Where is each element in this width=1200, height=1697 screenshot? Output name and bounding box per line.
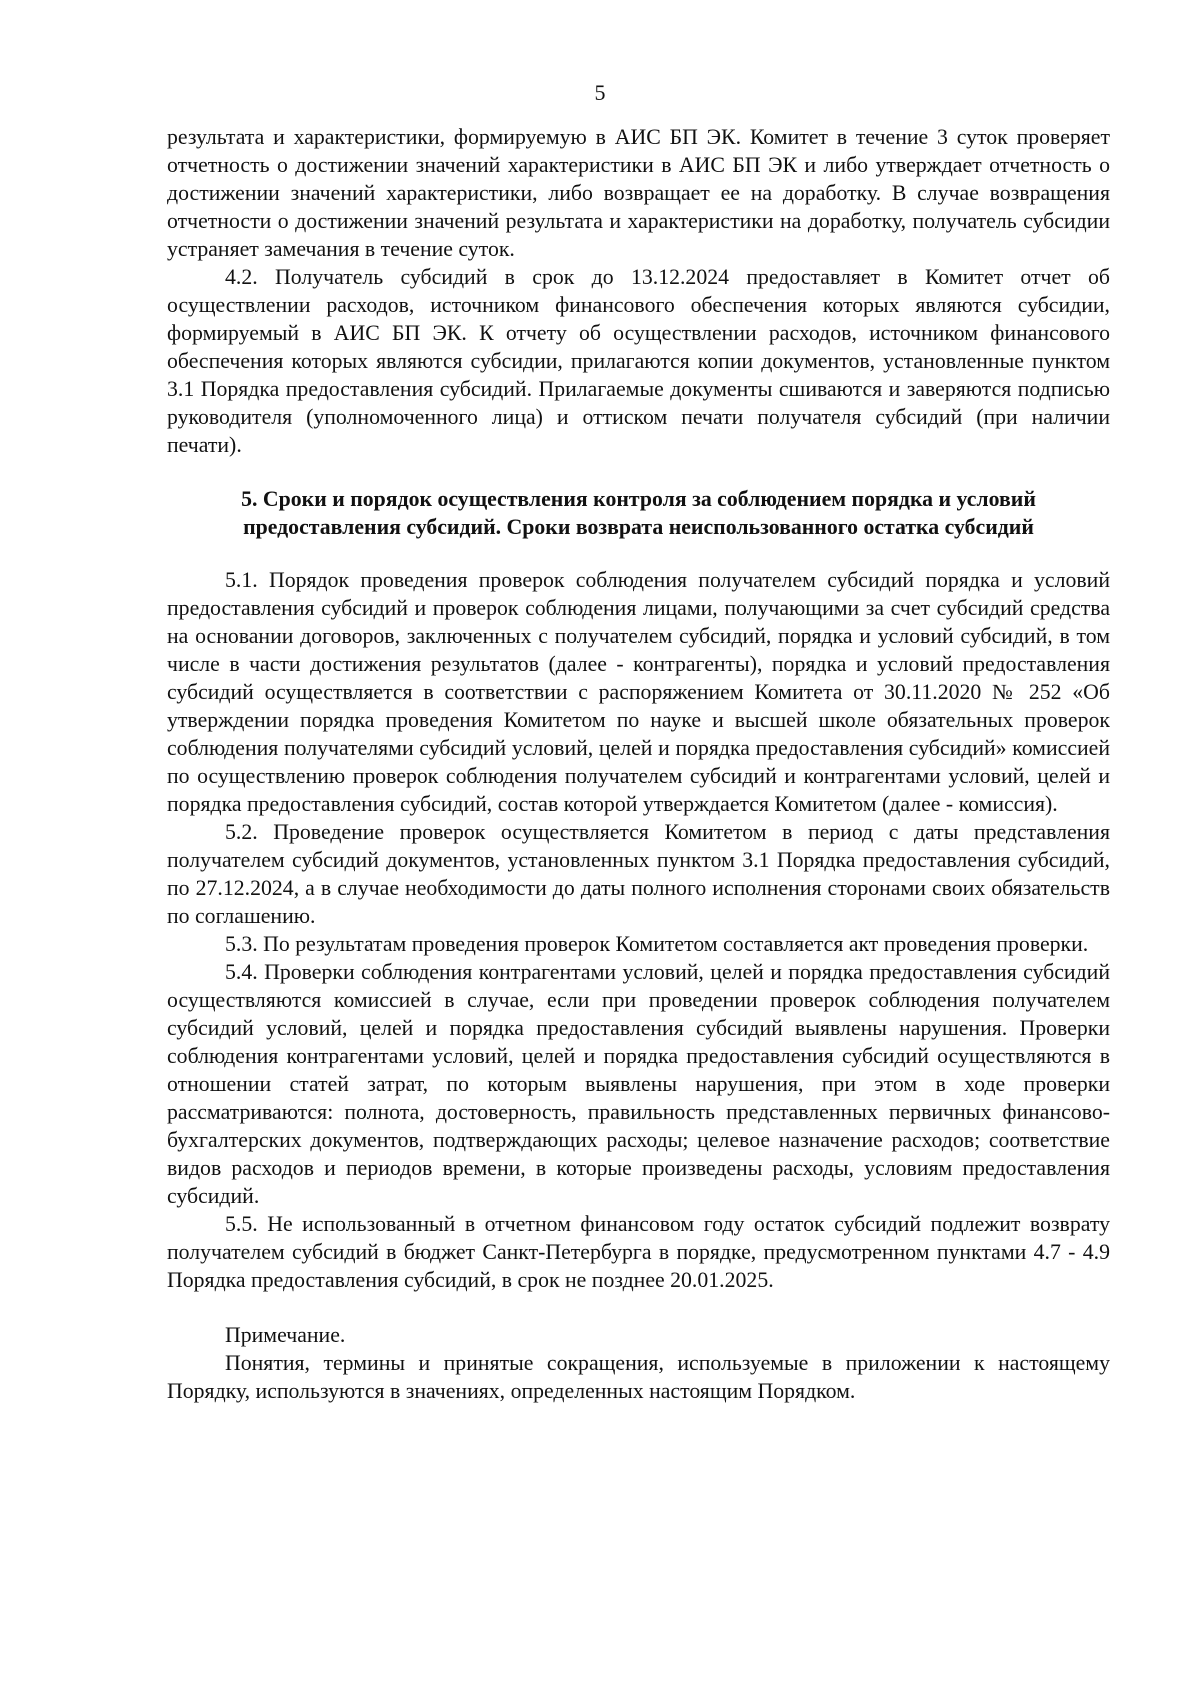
note-title: Примечание. [225,1323,346,1347]
paragraph-5-2: 5.2. Проведение проверок осуществляется Комитетом в период с даты представления получателем субсидий документов, установленных пунктом 3.1 Порядка предоставления субсидий, по 27.12.2024, а в случае необходимости до даты полного исполнения сторонами своих обязательств по соглашению. [167,820,1110,928]
paragraph-4-2: 4.2. Получатель субсидий в срок до 13.12.2024 предоставляет в Комитет отчет об осуществлении расходов, источником финансового обеспечения которых являются субсидии, формируемый в АИС БП ЭК. К отчету об осуществлении расходов, источником финансового обеспечения которых являются субсидии, прилагаются копии документов, установленные пунктом 3.1 Порядка предоставления субсидий. Прилагаемые документы сшиваются и заверяются подписью руководителя (уполномоченного лица) и оттиском печати получателя субсидий (при наличии печати). [167,265,1110,457]
paragraph-5-5: 5.5. Не использованный в отчетном финансовом году остаток субсидий подлежит возврату получателем субсидий в бюджет Санкт-Петербурга в порядке, предусмотренном пунктами 4.7 - 4.9 Порядка предоставления субсидий, в срок не позднее 20.01.2025. [167,1212,1110,1292]
paragraph-5-1: 5.1. Порядок проведения проверок соблюдения получателем субсидий порядка и условий предоставления субсидий и проверок соблюдения лицами, получающими за счет субсидий средства на основании договоров, заключенных с получателем субсидий, порядка и условий субсидий, в том числе в части достижения результатов (далее - контрагенты), порядка и условий предоставления субсидий осуществляется в соответствии с распоряжением Комитета от 30.11.2020 № 252 «Об утверждении порядка проведения Комитетом по науке и высшей школе обязательных проверок соблюдения получателями субсидий условий, целей и порядка предоставления субсидий» комиссией по осуществлению проверок соблюдения получателем субсидий и контрагентами условий, целей и порядка предоставления субсидий, состав которой утверждается Комитетом (далее - комиссия). [167,568,1110,816]
paragraph-5-3: 5.3. По результатам проведения проверок Комитетом составляется акт проведения проверки. [225,932,1089,956]
note-text: Понятия, термины и принятые сокращения, используемые в приложении к настоящему Порядку, используются в значениях, определенных настоящим Порядком. [167,1351,1110,1403]
paragraph-4-1-continuation: результата и характеристики, формируемую в АИС БП ЭК. Комитет в течение 3 суток проверяет отчетность о достижении значений характеристики в АИС БП ЭК и либо утверждает отчетность о достижении значений характеристики, либо возвращает ее на доработку. В случае возвращения отчетности о достижении значений результата и характеристики на доработку, получатель субсидии устраняет замечания в течение суток. [167,125,1110,261]
paragraph-5-4: 5.4. Проверки соблюдения контрагентами условий, целей и порядка предоставления субсидий осуществляются комиссией в случае, если при проведении проверок соблюдения получателем субсидий условий, целей и порядка предоставления субсидий выявлены нарушения. Проверки соблюдения контрагентами условий, целей и порядка предоставления субсидий осуществляются в отношении статей затрат, по которым выявлены нарушения, при этом в ходе проверки рассматриваются: полнота, достоверность, правильность представленных первичных финансово-бухгалтерских документов, подтверждающих расходы; целевое назначение расходов; соответствие видов расходов и периодов времени, в которые произведены расходы, условиям предоставления субсидий. [167,960,1110,1208]
section-5-heading: 5. Сроки и порядок осуществления контроля за соблюдением порядка и условий предоставления субсидий. Сроки возврата неиспользованного остатка субсидий [241,487,1036,539]
document-body [167,123,1110,1405]
page-number: 5 [594,80,606,105]
